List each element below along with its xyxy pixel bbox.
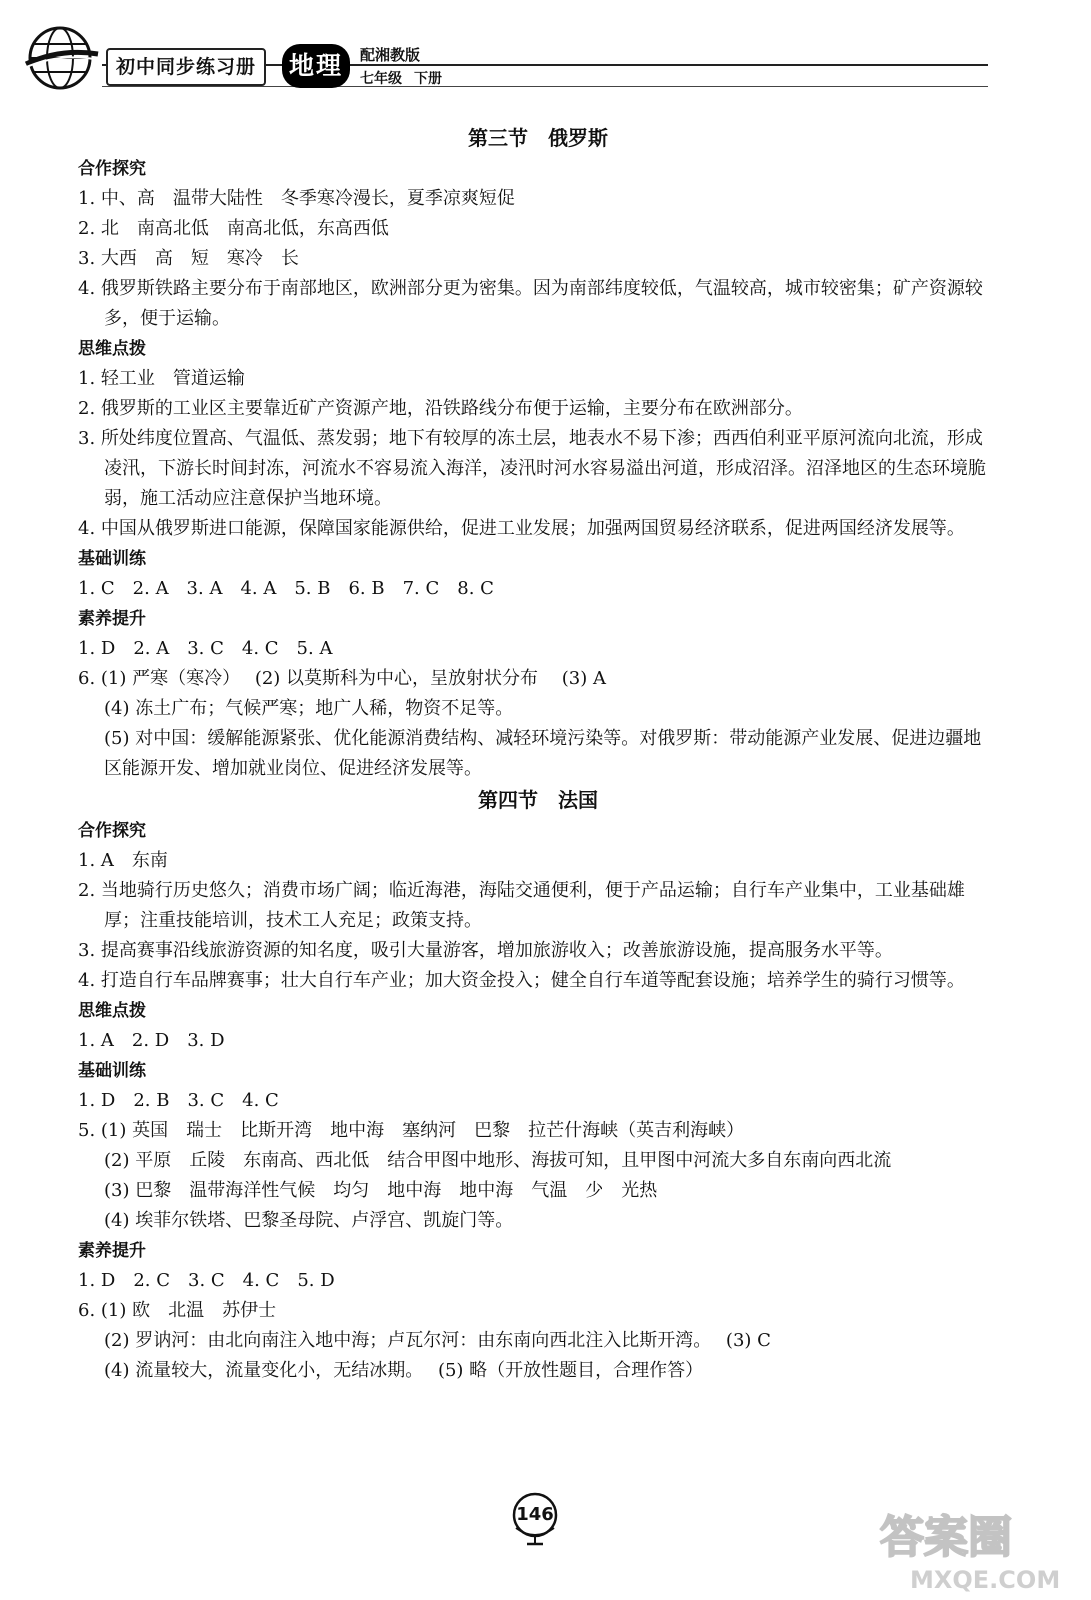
- edition-label: 配湘教版: [360, 46, 421, 64]
- header-rule-bottom: [102, 86, 988, 87]
- series-title: 初中同步练习册: [106, 48, 266, 86]
- group-heading: 基础训练: [78, 1061, 146, 1081]
- answer-line: 5. (1) 英国 瑞士 比斯开湾 地中海 塞纳河 巴黎 拉芒什海峡（英吉利海峡）: [78, 1120, 745, 1141]
- watermark-logo-text: 答案圈: [880, 1512, 1012, 1563]
- answer-line: 1. 中、高 温带大陆性 冬季寒冷漫长，夏季凉爽短促: [78, 188, 515, 209]
- answer-line: (2) 平原 丘陵 东南高、西北低 结合甲图中地形、海拔可知，且甲图中河流大多自东南向西北流: [104, 1150, 892, 1171]
- group-heading: 基础训练: [78, 549, 146, 569]
- answer-line: 1. D 2. A 3. C 4. C 5. A: [78, 638, 333, 659]
- answer-line: 1. 轻工业 管道运输: [78, 368, 245, 389]
- answer-line: 2. 北 南高北低 南高北低，东高西低: [78, 218, 389, 239]
- answer-line: (4) 冻土广布；气候严寒；地广人稀，物资不足等。: [104, 698, 514, 719]
- page-number: 146: [516, 1504, 554, 1525]
- answer-line: 6. (1) 严寒（寒冷） (2) 以莫斯科为中心，呈放射状分布 (3) A: [78, 668, 606, 689]
- grade-label: [360, 68, 442, 88]
- section-title: 第四节 法国: [478, 788, 598, 812]
- answer-line: 1. D 2. C 3. C 4. C 5. D: [78, 1270, 335, 1291]
- answer-line: (4) 流量较大，流量变化小，无结冰期。 (5) 略（开放性题目，合理作答）: [104, 1360, 704, 1381]
- group-heading: 思维点拨: [78, 339, 146, 359]
- answer-line: (2) 罗讷河：由北向南注入地中海；卢瓦尔河：由东南向西北注入比斯开湾。 (3) C: [104, 1330, 771, 1351]
- answer-line: 6. (1) 欧 北温 苏伊士: [78, 1300, 277, 1321]
- answer-content: [78, 122, 998, 1386]
- answer-line: 1. A 2. D 3. D: [78, 1030, 225, 1051]
- grade-text: 七年级: [360, 71, 402, 87]
- group-heading: 合作探究: [78, 821, 146, 841]
- answer-line: (5) 对中国：缓解能源紧张、优化能源消费结构、减轻环境污染等。对俄罗斯：带动能源产业发展、促进边疆地区能源开发、增加就业岗位、促进经济发展等。: [104, 728, 982, 779]
- answer-line: 4. 俄罗斯铁路主要分布于南部地区，欧洲部分更为密集。因为南部纬度较低，气温较高，城市较密集；矿产资源较多，便于运输。: [78, 278, 983, 329]
- answer-line: 1. A 东南: [78, 850, 168, 871]
- answer-line: 2. 俄罗斯的工业区主要靠近矿产资源产地，沿铁路线分布便于运输，主要分布在欧洲部分。: [78, 398, 803, 419]
- globe-icon: [22, 18, 102, 96]
- volume-text: 下册: [414, 71, 442, 87]
- answer-line: 3. 提高赛事沿线旅游资源的知名度，吸引大量游客，增加旅游收入；改善旅游设施，提高服务水平等。: [78, 940, 893, 961]
- answer-line: 1. C 2. A 3. A 4. A 5. B 6. B 7. C 8. C: [78, 578, 494, 599]
- answer-line: 3. 所处纬度位置高、气温低、蒸发弱；地下有较厚的冻土层，地表水不易下渗；西西伯利亚平原河流向北流，形成凌汛，下游长时间封冻，河流水不容易流入海洋，凌汛时河水容易溢出河道，形成沼泽。沼泽地区的生态环境脆弱，施工活动应注意保护当地环境。: [78, 428, 986, 509]
- section-title: 第三节 俄罗斯: [468, 126, 608, 150]
- group-heading: 素养提升: [78, 609, 146, 629]
- answer-line: 2. 当地骑行历史悠久；消费市场广阔；临近海港，海陆交通便利，便于产品运输；自行车产业集中，工业基础雄厚；注重技能培训，技术工人充足；政策支持。: [78, 880, 965, 931]
- group-heading: 思维点拨: [78, 1001, 146, 1021]
- subject-badge: 地理: [282, 44, 350, 88]
- answer-line: 4. 打造自行车品牌赛事；壮大自行车产业；加大资金投入；健全自行车道等配套设施；培养学生的骑行习惯等。: [78, 970, 965, 991]
- answer-line: (4) 埃菲尔铁塔、巴黎圣母院、卢浮宫、凯旋门等。: [104, 1210, 514, 1231]
- group-heading: 素养提升: [78, 1241, 146, 1261]
- answer-line: 3. 大西 高 短 寒冷 长: [78, 248, 299, 269]
- answer-line: 1. D 2. B 3. C 4. C: [78, 1090, 279, 1111]
- group-heading: 合作探究: [78, 159, 146, 179]
- watermark-logo: [860, 1500, 1080, 1600]
- answer-line: 4. 中国从俄罗斯进口能源，保障国家能源供给，促进工业发展；加强两国贸易经济联系，促进两国经济发展等。: [78, 518, 965, 539]
- answer-line: (3) 巴黎 温带海洋性气候 均匀 地中海 地中海 气温 少 光热: [104, 1180, 658, 1201]
- page-header: [22, 18, 988, 98]
- watermark-site: MXQE.COM: [910, 1566, 1061, 1594]
